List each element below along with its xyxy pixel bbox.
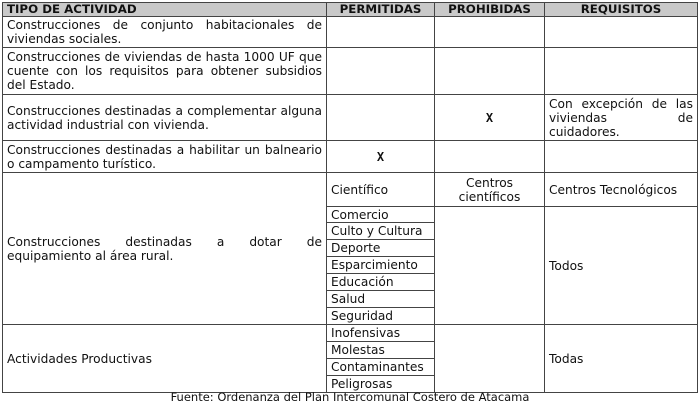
row-prohibidas (435, 48, 545, 95)
activity-table (2, 2, 698, 393)
row-tipo: Construcciones destinadas a habilitar un balneario o campamento turístico. (3, 141, 327, 173)
header-requisitos: REQUISITOS (545, 3, 698, 17)
header-row (3, 3, 698, 17)
equipamiento-item: Esparcimiento (327, 257, 435, 274)
equipamiento-item: Educación (327, 274, 435, 291)
row-requisitos (545, 17, 698, 48)
equipamiento-item: Salud (327, 291, 435, 308)
productivas-item: Molestas (327, 342, 435, 359)
row-prohibidas (435, 17, 545, 48)
header-prohibidas: PROHIBIDAS (435, 3, 545, 17)
row-tipo: Construcciones de conjunto habitacionales de viviendas sociales. (3, 17, 327, 48)
productivas-item: Contaminantes (327, 359, 435, 376)
productivas-item: Peligrosas (327, 376, 435, 393)
equipamiento-requisitos-todos: Todos (545, 207, 698, 325)
table-row (3, 141, 698, 173)
table-row (3, 325, 698, 342)
equipamiento-item: Deporte (327, 240, 435, 257)
row-permitidas-x-mark: X (327, 141, 435, 173)
table-row (3, 95, 698, 141)
equipamiento-item: Comercio (327, 207, 435, 223)
row-prohibidas-x-mark: X (435, 95, 545, 141)
equipamiento-prohibidas-empty (435, 207, 545, 325)
row-permitidas (327, 95, 435, 141)
row-requisitos (545, 141, 698, 173)
productivas-prohibidas-empty (435, 325, 545, 393)
equipamiento-item: Culto y Cultura (327, 223, 435, 240)
row-requisitos (545, 48, 698, 95)
productivas-tipo: Actividades Productivas (3, 325, 327, 393)
row-prohibidas (435, 141, 545, 173)
row-tipo: Construcciones de viviendas de hasta 1000 UF que cuente con los requisitos para obtener subsidios del Estado. (3, 48, 327, 95)
row-permitidas (327, 17, 435, 48)
equipamiento-cientifico: Científico (327, 173, 435, 207)
equipamiento-prohibidas: Centros científicos (435, 173, 545, 207)
table-row (3, 48, 698, 95)
header-permitidas: PERMITIDAS (327, 3, 435, 17)
productivas-requisitos-todas: Todas (545, 325, 698, 393)
row-permitidas (327, 48, 435, 95)
equipamiento-tipo: Construcciones destinadas a dotar de equipamiento al área rural. (3, 173, 327, 325)
row-tipo: Construcciones destinadas a complementar alguna actividad industrial con vivienda. (3, 95, 327, 141)
table-row (3, 173, 698, 207)
productivas-item: Inofensivas (327, 325, 435, 342)
equipamiento-requisitos: Centros Tecnológicos (545, 173, 698, 207)
equipamiento-item: Seguridad (327, 308, 435, 325)
table-row (3, 17, 698, 48)
source-caption: Fuente: Ordenanza del Plan Intercomunal Costero de Atacama (170, 390, 530, 404)
header-tipo: TIPO DE ACTIVIDAD (3, 3, 327, 17)
row-requisitos: Con excepción de las viviendas de cuidadores. (545, 95, 698, 141)
